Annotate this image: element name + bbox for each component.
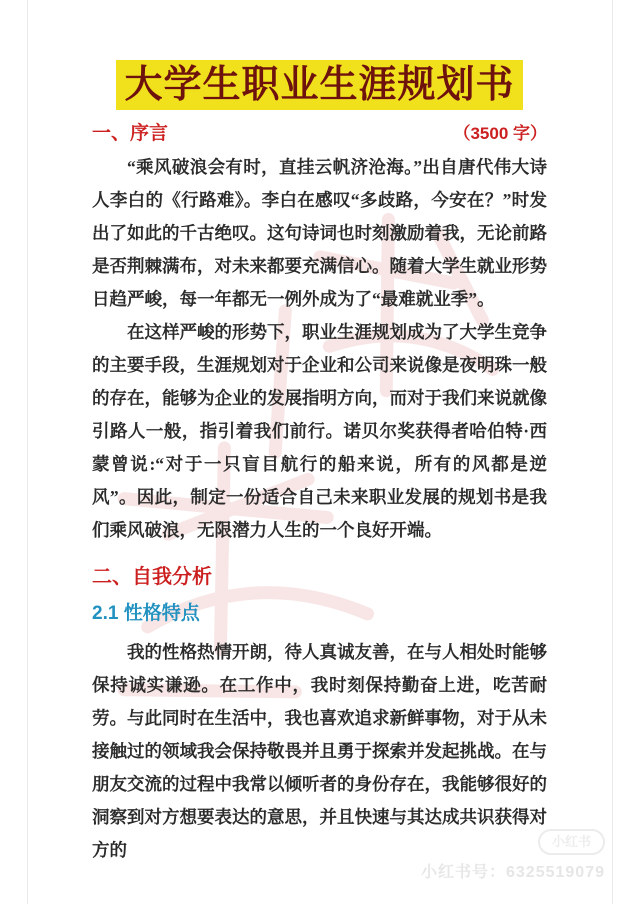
xiaohongshu-logo-badge: 小红书 — [538, 829, 605, 855]
section1-heading-row — [92, 118, 547, 145]
section2-heading: 二、自我分析 — [92, 566, 212, 588]
section1-paragraph-2: 在这样严峻的形势下，职业生涯规划成为了大学生竞争的主要手段，生涯规划对于企业和公司来说像是夜明珠一般的存在，能够为企业的发展指明方向，而对于我们来说就像引路人一般，指引着我们前行。诺贝尔奖获得者哈伯特·西蒙曾说:“对于一只盲目航行的船来说，所有的风都是逆风”。因此，制定一份适合自己未来职业发展的规划书是我们乘风破浪，无限潜力人生的一个良好开端。 — [92, 322, 547, 540]
page-title: 大学生职业生涯规划书 — [116, 60, 522, 110]
xiaohongshu-account-id: 小红书号：6325519079 — [421, 864, 605, 881]
section2-subheading: 2.1 性格特点 — [92, 603, 200, 624]
section1-heading: 一、序言 — [92, 123, 169, 144]
section2-paragraph-1: 我的性格热情开朗，待人真诚友善，在与人相处时能够保持诚实谦逊。在工作中，我时刻保持勤奋上进，吃苦耐劳。与此同时在生活中，我也喜欢追求新鲜事物，对于从未接触过的领域我会保持敬畏并且勇于探索并发起挑战。在与朋友交流的过程中我常以倾听者的身份存在，我能够很好的洞察到对方想要表达的意思，并且快速与其达成共识获得对方的 — [92, 642, 547, 860]
title-block — [92, 60, 547, 110]
word-count-note: （3500 字） — [453, 124, 547, 143]
section1-paragraph-1: “乘风破浪会有时，直挂云帆济沧海。”出自唐代伟大诗人李白的《行路难》。李白在感叹“多歧路，今安在？”时发出了如此的千古绝叹。这句诗词也时刻激励着我，无论前路是否荆棘满布，对未来都要充满信心。随着大学生就业形势日趋严峻，每一年都无一例外成为了“最难就业季”。 — [92, 157, 547, 309]
